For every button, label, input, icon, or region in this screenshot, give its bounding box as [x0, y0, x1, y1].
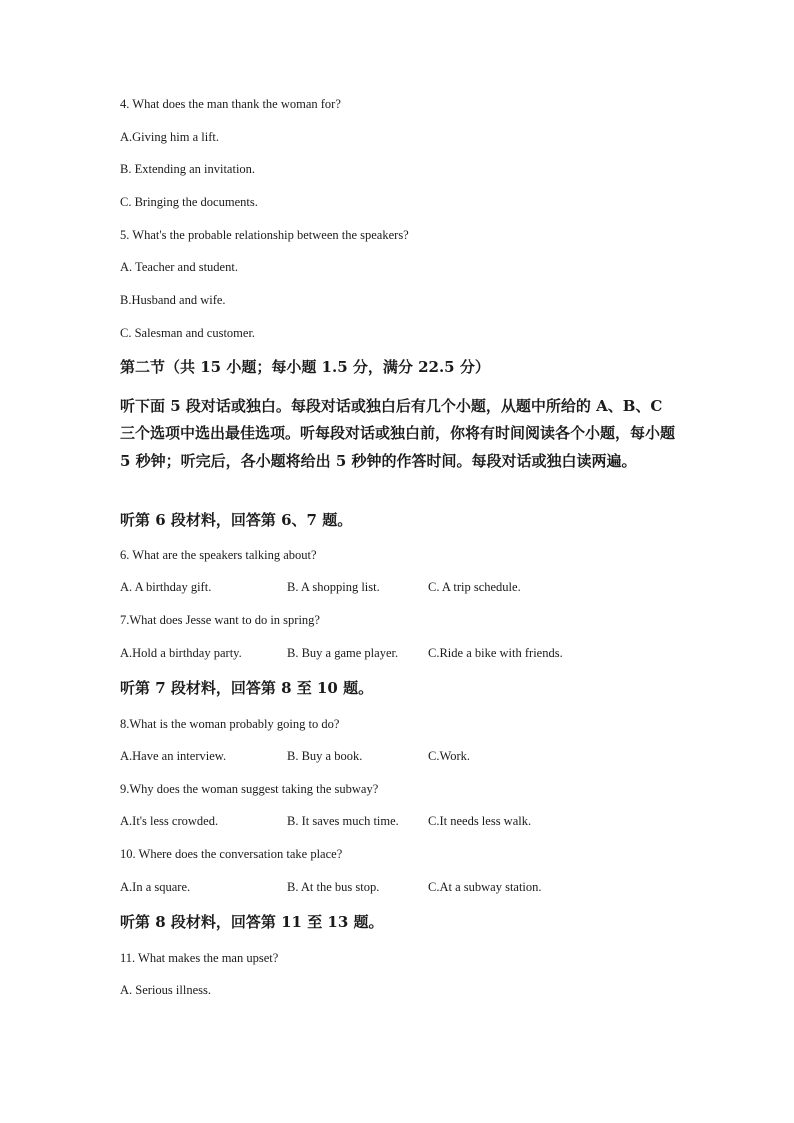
question-11: 11. What makes the man upset?: [120, 951, 279, 965]
option-4b: B. Extending an invitation.: [120, 162, 256, 176]
question-4: 4. What does the man thank the woman for?: [120, 97, 341, 111]
section2-instructions: 听下面 5 段对话或独白。每段对话或独白后有几个小题，从题中所给的 A、B、C 三个选项中选出最佳选项。听每段对话或独白前，你将有时间阅读各个小题，每小题 5 秒钟；听完后，各小题将给出 5 秒钟的作答时间。每段对话或独白读两遍。: [120, 397, 676, 470]
option-7c: C.Ride a bike with friends.: [428, 646, 563, 660]
option-10a: A.In a square.: [120, 880, 191, 894]
option-6a: A. A birthday gift.: [120, 580, 212, 594]
material8-heading: 听第 8 段材料，回答第 11 至 13 题。: [120, 913, 384, 931]
question-7: 7.What does Jesse want to do in spring?: [120, 613, 320, 627]
option-9c: C.It needs less walk.: [428, 814, 532, 828]
option-8b: B. Buy a book.: [287, 749, 363, 763]
option-9b: B. It saves much time.: [287, 814, 399, 828]
option-4c: C. Bringing the documents.: [120, 195, 258, 209]
question-10: 10. Where does the conversation take place?: [120, 847, 343, 861]
option-6b: B. A shopping list.: [287, 580, 380, 594]
option-7b: B. Buy a game player.: [287, 646, 399, 660]
option-10c: C.At a subway station.: [428, 880, 542, 894]
option-5a: A. Teacher and student.: [120, 260, 238, 274]
option-8a: A.Have an interview.: [120, 749, 227, 763]
option-8c: C.Work.: [428, 749, 471, 763]
option-5c: C. Salesman and customer.: [120, 326, 256, 340]
option-10b: B. At the bus stop.: [287, 880, 380, 894]
question-6: 6. What are the speakers talking about?: [120, 548, 317, 562]
question-5: 5. What's the probable relationship between the speakers?: [120, 228, 409, 242]
material7-heading: 听第 7 段材料，回答第 8 至 10 题。: [120, 679, 374, 697]
question-8: 8.What is the woman probably going to do?: [120, 717, 340, 731]
section2-heading: 第二节（共 15 小题；每小题 1.5 分，满分 22.5 分）: [120, 358, 490, 376]
option-7a: A.Hold a birthday party.: [120, 646, 242, 660]
option-6c: C. A trip schedule.: [428, 580, 521, 594]
option-11a: A. Serious illness.: [120, 983, 211, 997]
material6-heading: 听第 6 段材料，回答第 6、7 题。: [120, 511, 353, 529]
question-9: 9.Why does the woman suggest taking the subway?: [120, 782, 379, 796]
option-9a: A.It's less crowded.: [120, 814, 219, 828]
option-5b: B.Husband and wife.: [120, 293, 226, 307]
option-4a: A.Giving him a lift.: [120, 130, 219, 144]
